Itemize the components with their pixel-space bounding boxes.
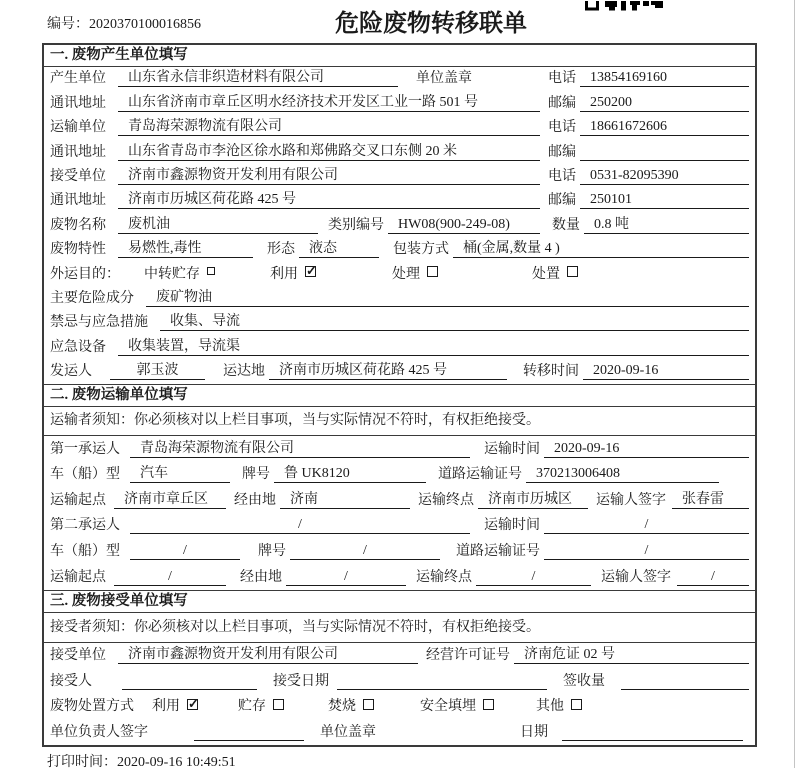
row-hazard-component [44, 287, 755, 311]
category-code-value: HW08(900-249-08) [388, 217, 540, 234]
second-carrier-value: / [130, 517, 470, 534]
postcode-label: 邮编 [548, 144, 576, 160]
row-first-carrier [44, 436, 755, 462]
checkbox-icon [571, 699, 582, 710]
hazard-component-label: 主要危险成分 [50, 290, 134, 306]
option-label: 中转贮存 [144, 266, 200, 282]
carrier-sign-value: / [677, 569, 749, 586]
row-route-2 [44, 564, 755, 590]
purpose-option-dispose [532, 263, 578, 283]
unit-seal-label: 单位盖章 [320, 724, 376, 740]
waste-name-label: 废物名称 [50, 217, 106, 233]
accept-date-value [337, 673, 547, 690]
phone-value: 18661672606 [580, 119, 749, 136]
origin-value: / [114, 569, 226, 586]
option-label: 处理 [392, 266, 420, 282]
producer-unit-value: 山东省永信非织造材料有限公司 [118, 66, 398, 87]
option-label: 焚烧 [328, 699, 356, 715]
transport-unit-label: 运输单位 [50, 120, 106, 136]
row-receiver-unit [44, 165, 755, 189]
origin-label: 运输起点 [50, 569, 106, 585]
endpoint-value: / [476, 569, 591, 586]
transporter-notice: 运输者须知：你必须核对以上栏目事项，当与实际情况不符时，有权拒绝接受。 [44, 407, 755, 436]
row-receiver-address [44, 189, 755, 213]
checkbox-icon [207, 267, 215, 275]
packing-label: 包装方式 [393, 242, 449, 258]
address-label: 通讯地址 [50, 193, 106, 209]
checkbox-icon [427, 266, 438, 277]
emergency-equipment-value: 收集装置，导流渠 [118, 335, 749, 356]
vehicle-type-label: 车（船）型 [50, 544, 120, 560]
section-1-header: 一. 废物产生单位填写 [44, 45, 755, 67]
qr-code-icon [585, 0, 663, 16]
postcode-label: 邮编 [548, 95, 576, 111]
checkbox-icon [483, 699, 494, 710]
checkbox-icon [567, 266, 578, 277]
row-emergency-measures [44, 311, 755, 335]
address-value: 山东省济南市章丘区明水经济技术开发区工业一路 501 号 [118, 91, 540, 112]
postcode-value: 250101 [580, 192, 749, 209]
via-label: 经由地 [234, 492, 276, 508]
license-no-value: 济南危证 02 号 [514, 643, 749, 664]
origin-value: 济南市章丘区 [114, 488, 226, 509]
postcode-value: 250200 [580, 95, 749, 112]
row-transport-unit [44, 116, 755, 140]
transport-time-label: 运输时间 [484, 441, 540, 457]
phone-value: 13854169160 [580, 70, 749, 87]
address-label: 通讯地址 [50, 95, 106, 111]
disposal-option-utilize [152, 695, 198, 715]
address-value: 山东省青岛市李沧区徐水路和郑佛路交叉口东侧 20 米 [118, 140, 540, 161]
unit-seal-label: 单位盖章 [416, 71, 472, 87]
checkbox-icon [363, 699, 374, 710]
address-value: 济南市历城区荷花路 425 号 [118, 188, 540, 209]
plate-no-label: 牌号 [242, 467, 270, 483]
disposal-option-landfill [420, 695, 494, 715]
receiver-notice: 接受者须知：你必须核对以上栏目事项，当与实际情况不符时，有权拒绝接受。 [44, 613, 755, 643]
doc-number-label: 编号： [47, 17, 89, 32]
row-transfer-purpose [44, 262, 755, 286]
form-label: 形态 [267, 242, 295, 258]
print-time-value: 2020-09-16 10:49:51 [117, 755, 236, 768]
row-vehicle-2 [44, 538, 755, 564]
row-producer-address [44, 91, 755, 115]
carrier-sign-label: 运输人签字 [601, 569, 671, 585]
received-amount-label: 签收量 [563, 673, 605, 689]
transport-time-value: 2020-09-16 [544, 441, 749, 458]
consignor-label: 发运人 [50, 364, 92, 380]
waste-name-value: 废机油 [118, 213, 318, 234]
row-waste-character [44, 238, 755, 262]
first-carrier-label: 第一承运人 [50, 441, 120, 457]
road-permit-value: 370213006408 [526, 466, 719, 483]
carrier-sign-value: 张春雷 [672, 488, 749, 509]
plate-no-value: 鲁 UK8120 [274, 462, 426, 483]
row-vehicle-1 [44, 462, 755, 488]
transport-time-value: / [544, 517, 749, 534]
postcode-value [580, 144, 749, 161]
emergency-equipment-label: 应急设备 [50, 339, 106, 355]
page-right-edge [794, 0, 795, 768]
road-permit-label: 道路运输证号 [456, 544, 540, 560]
waste-character-value: 易燃性,毒性 [118, 237, 253, 258]
phone-value: 0531-82095390 [580, 168, 749, 185]
row-emergency-equipment [44, 335, 755, 359]
row-waste-name [44, 213, 755, 237]
phone-label: 电话 [548, 168, 576, 184]
received-amount-value [621, 673, 749, 690]
road-permit-label: 道路运输证号 [438, 467, 522, 483]
row-consignor [44, 360, 755, 384]
print-time-label: 打印时间： [47, 755, 117, 768]
section-3-header: 三. 废物接受单位填写 [44, 590, 755, 613]
plate-no-value: / [290, 543, 440, 560]
receiver-unit-label: 接受单位 [50, 168, 106, 184]
row-producer-unit [44, 67, 755, 91]
disposal-option-incinerate [328, 695, 374, 715]
transport-unit-value: 青岛海荣源物流有限公司 [118, 115, 540, 136]
via-value: / [286, 569, 406, 586]
via-label: 经由地 [240, 569, 282, 585]
doc-number-value: 2020370100016856 [89, 17, 201, 32]
manifest-form [42, 43, 757, 747]
transport-time-label: 运输时间 [484, 518, 540, 534]
form-value: 液态 [299, 237, 379, 258]
checkbox-checked-icon [187, 699, 198, 710]
manager-sign-value [194, 724, 304, 741]
postcode-label: 邮编 [548, 193, 576, 209]
transfer-time-value: 2020-09-16 [583, 363, 749, 380]
endpoint-label: 运输终点 [416, 569, 472, 585]
date-value [562, 724, 743, 741]
transfer-time-label: 转移时间 [523, 364, 579, 380]
section-2-header: 二. 废物运输单位填写 [44, 384, 755, 407]
purpose-option-utilize [270, 263, 316, 283]
endpoint-label: 运输终点 [418, 492, 474, 508]
manager-sign-label: 单位负责人签字 [50, 724, 148, 740]
accept-date-label: 接受日期 [273, 673, 329, 689]
date-label: 日期 [520, 724, 548, 740]
row-second-carrier [44, 513, 755, 539]
destination-value: 济南市历城区荷花路 425 号 [269, 359, 507, 380]
destination-label: 运达地 [223, 364, 265, 380]
phone-label: 电话 [548, 120, 576, 136]
row-manager-sign [44, 719, 755, 745]
plate-no-label: 牌号 [258, 544, 286, 560]
packing-value: 桶(金属,数量 4 ) [453, 237, 749, 258]
accept-person-label: 接受人 [50, 673, 92, 689]
row-accept-unit [44, 643, 755, 669]
row-disposal-method [44, 694, 755, 720]
disposal-option-other [536, 695, 582, 715]
option-label: 利用 [270, 266, 298, 282]
option-label: 利用 [152, 699, 180, 715]
print-time [47, 751, 236, 768]
via-value: 济南 [280, 488, 410, 509]
license-no-label: 经营许可证号 [426, 648, 510, 664]
quantity-label: 数量 [552, 217, 580, 233]
producer-unit-label: 产生单位 [50, 71, 106, 87]
disposal-option-store [238, 695, 284, 715]
consignor-value: 郭玉波 [110, 359, 205, 380]
option-label: 安全填埋 [420, 699, 476, 715]
accept-unit-value: 济南市鑫源物资开发利用有限公司 [118, 643, 418, 664]
address-label: 通讯地址 [50, 144, 106, 160]
category-code-label: 类别编号 [328, 217, 384, 233]
origin-label: 运输起点 [50, 492, 106, 508]
road-permit-value: / [544, 543, 749, 560]
purpose-option-transfer-storage [144, 263, 215, 283]
checkbox-checked-icon [305, 266, 316, 277]
row-route-1 [44, 487, 755, 513]
accept-unit-label: 接受单位 [50, 648, 106, 664]
quantity-value: 0.8 吨 [584, 213, 749, 234]
option-label: 贮存 [238, 699, 266, 715]
emergency-measures-value: 收集、导流 [160, 310, 749, 331]
accept-person-value [122, 673, 257, 690]
second-carrier-label: 第二承运人 [50, 518, 120, 534]
emergency-measures-label: 禁忌与应急措施 [50, 315, 148, 331]
first-carrier-value: 青岛海荣源物流有限公司 [130, 437, 470, 458]
endpoint-value: 济南市历城区 [478, 488, 588, 509]
disposal-method-label: 废物处置方式 [50, 699, 134, 715]
row-accept-person [44, 668, 755, 694]
row-transport-address [44, 140, 755, 164]
hazard-component-value: 废矿物油 [146, 286, 749, 307]
receiver-unit-value: 济南市鑫源物资开发利用有限公司 [118, 164, 540, 185]
vehicle-type-value: / [130, 543, 240, 560]
waste-character-label: 废物特性 [50, 242, 106, 258]
checkbox-icon [273, 699, 284, 710]
purpose-label: 外运目的： [50, 266, 120, 282]
purpose-option-treat [392, 263, 438, 283]
vehicle-type-value: 汽车 [130, 462, 230, 483]
page-title: 危险废物转移联单 [335, 11, 527, 37]
phone-label: 电话 [548, 71, 576, 87]
option-label: 其他 [536, 699, 564, 715]
doc-number [47, 13, 201, 33]
carrier-sign-label: 运输人签字 [596, 492, 666, 508]
option-label: 处置 [532, 266, 560, 282]
vehicle-type-label: 车（船）型 [50, 467, 120, 483]
